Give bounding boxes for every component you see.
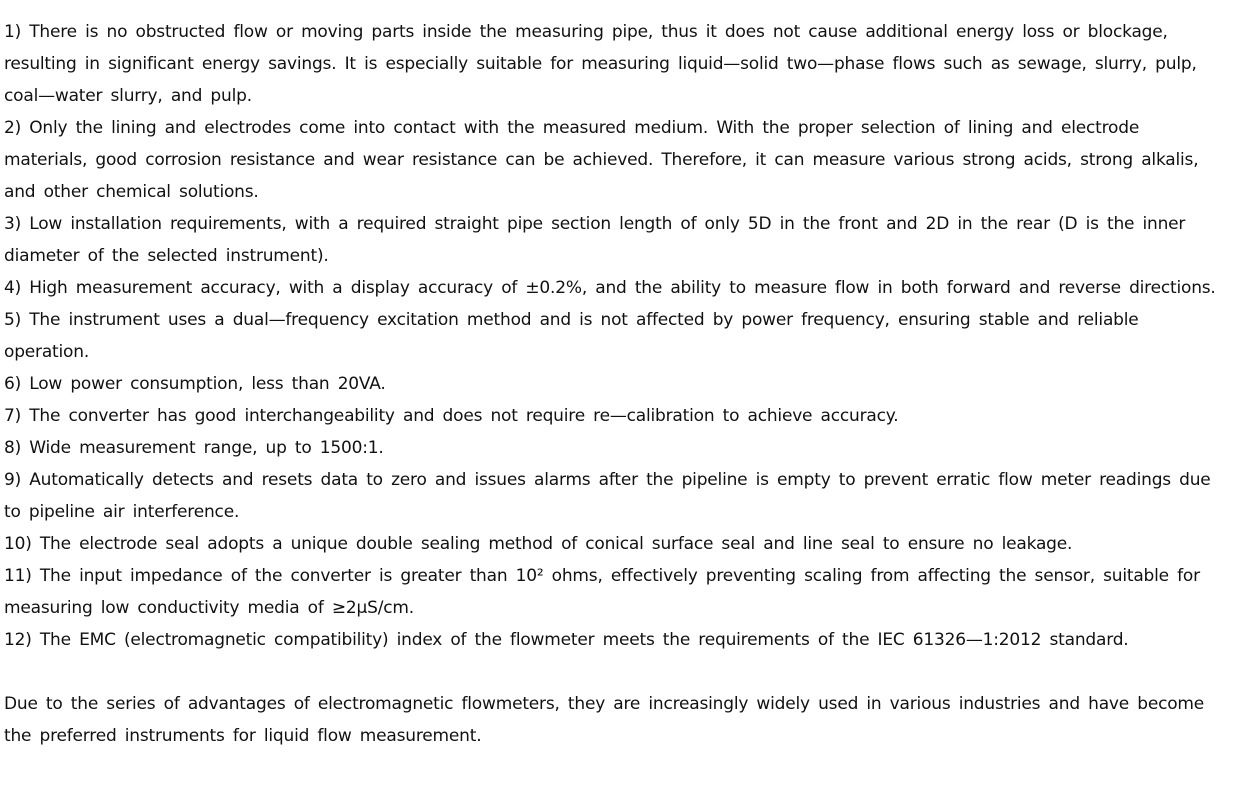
advantage-item-2: 2) Only the lining and electrodes come into contact with the measured medium. With the proper selection of lining and electrode materials, good corrosion resistance and wear resistance can be achieved. Therefore, it can measure various strong acids, strong alkalis, and other chemical solutions.	[4, 118, 1199, 202]
advantages-list	[4, 16, 1230, 656]
advantage-item-7: 7) The converter has good interchangeability and does not require re—calibration to achieve accuracy.	[4, 406, 899, 426]
advantage-item-11: 11) The input impedance of the converter is greater than 10² ohms, effectively preventing scaling from affecting the sensor, suitable for measuring low conductivity media of ≥2μS/cm.	[4, 566, 1200, 618]
advantage-item-3: 3) Low installation requirements, with a required straight pipe section length of only 5D in the front and 2D in the rear (D is the inner diameter of the selected instrument).	[4, 214, 1186, 266]
advantage-item-5: 5) The instrument uses a dual—frequency excitation method and is not affected by power frequency, ensuring stable and reliable operation.	[4, 310, 1139, 362]
document-body	[4, 16, 1230, 752]
advantage-item-6: 6) Low power consumption, less than 20VA.	[4, 374, 386, 394]
advantage-item-9: 9) Automatically detects and resets data to zero and issues alarms after the pipeline is empty to prevent erratic flow meter readings due to pipeline air interference.	[4, 470, 1211, 522]
summary-paragraph: Due to the series of advantages of electromagnetic flowmeters, they are increasingly widely used in various industries and have become the preferred instruments for liquid flow measurement.	[4, 694, 1205, 746]
advantage-item-1: 1) There is no obstructed flow or moving parts inside the measuring pipe, thus it does not cause additional energy loss or blockage, resulting in significant energy savings. It is especially suitable for measuring liquid—solid two—phase flows such as sewage, slurry, pulp, coal—water slurry, and pulp.	[4, 22, 1197, 106]
advantage-item-8: 8) Wide measurement range, up to 1500:1.	[4, 438, 384, 458]
advantage-item-10: 10) The electrode seal adopts a unique double sealing method of conical surface seal and line seal to ensure no leakage.	[4, 534, 1073, 554]
advantage-item-4: 4) High measurement accuracy, with a display accuracy of ±0.2%, and the ability to measure flow in both forward and reverse directions.	[4, 278, 1216, 298]
advantage-item-12: 12) The EMC (electromagnetic compatibility) index of the flowmeter meets the requirements of the IEC 61326—1:2012 standard.	[4, 630, 1129, 650]
